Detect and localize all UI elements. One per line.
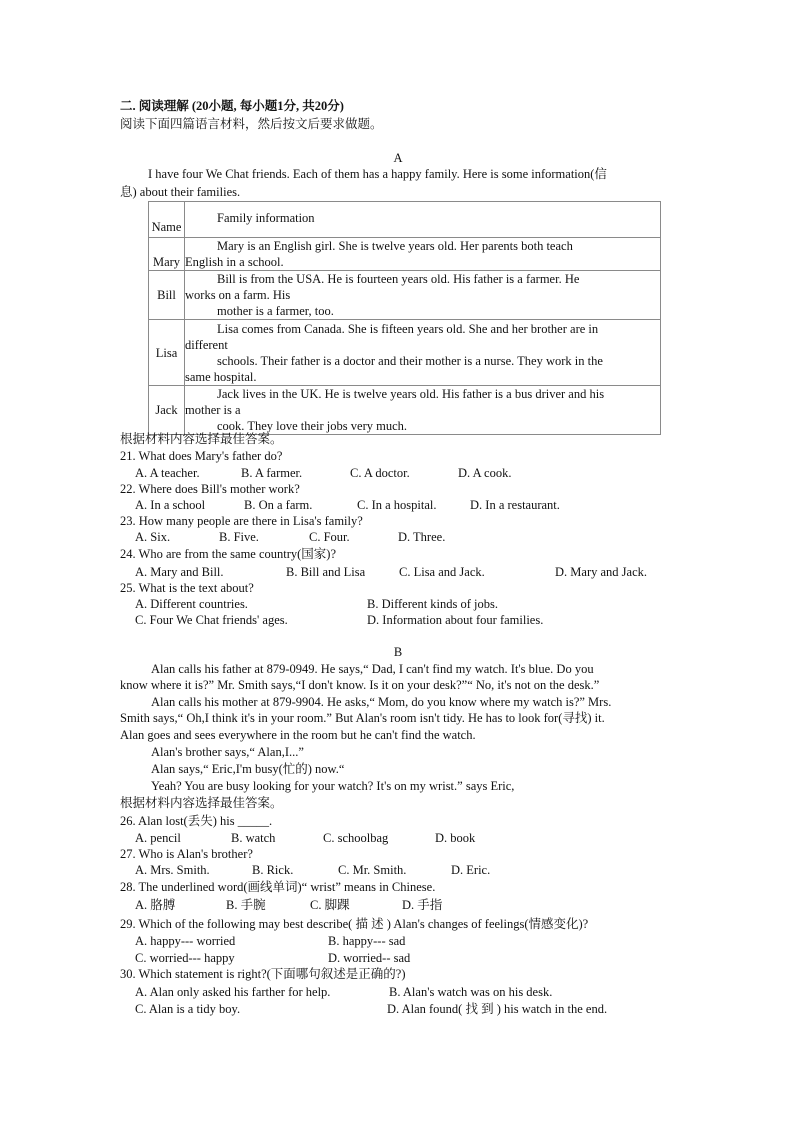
question-28: 28. The underlined word(画线单词)“ wrist” means in Chinese. <box>120 880 436 894</box>
option[interactable]: A. In a school <box>135 498 206 512</box>
passage-b-para1-line2: know where it is?” Mr. Smith says,“I don't know. Is it on your desk?”“ No, it's not on the desk.” <box>120 678 600 692</box>
info-line: English in a school. <box>185 255 284 269</box>
passage-b-para3: Alan's brother says,“ Alan,I...” <box>151 745 304 759</box>
info-line: Jack lives in the UK. He is twelve years old. His father is a bus driver and his <box>217 387 605 401</box>
question-22: 22. Where does Bill's mother work? <box>120 482 300 496</box>
question-26 <box>120 813 272 829</box>
question-25: 25. What is the text about? <box>120 581 254 595</box>
table-row <box>149 238 661 271</box>
option[interactable]: A. Mrs. Smith. <box>135 863 210 877</box>
table-header-row <box>149 202 661 238</box>
option[interactable]: C. Mr. Smith. <box>338 863 407 877</box>
info-line: same hospital. <box>185 369 257 384</box>
section-instruction: 阅读下面四篇语言材料，然后按文后要求做题。 <box>120 117 383 131</box>
passage-b-para2-line1: Alan calls his mother at 879-9904. He asks,“ Mom, do you know where my watch is?” Mrs. <box>151 695 612 709</box>
option[interactable]: A. pencil <box>135 831 181 845</box>
option[interactable]: B. Different kinds of jobs. <box>367 597 499 611</box>
passage-b-para2-line2: Smith says,“ Oh,I think it's in your room.” But Alan's room isn't tidy. He has to look for(寻找) it. <box>120 711 605 725</box>
section-title: 二. 阅读理解 (20小题, 每小题1分, 共20分) <box>120 99 344 113</box>
info-line: Mary is an English girl. She is twelve years old. Her parents both teach <box>217 239 573 253</box>
passage-b-para4: Alan says,“ Eric,I'm busy(忙的) now.“ <box>151 762 345 776</box>
option[interactable]: B. Five. <box>219 530 259 544</box>
info-line: mother is a farmer, too. <box>217 304 334 318</box>
question-24: 24. Who are from the same country(国家)? <box>120 547 337 561</box>
option[interactable]: D. Mary and Jack. <box>555 565 647 579</box>
info-line: different <box>185 337 228 352</box>
option[interactable]: C. schoolbag <box>323 831 389 845</box>
option[interactable]: C. 脚踝 <box>310 898 350 912</box>
question-26-end: . <box>268 814 273 828</box>
option[interactable]: C. Four We Chat friends' ages. <box>135 613 288 627</box>
option[interactable]: A. Six. <box>135 530 171 544</box>
option[interactable]: A. Alan only asked his farther for help. <box>135 985 331 999</box>
passage-a-intro-line2: 息) about their families. <box>120 185 241 199</box>
passage-a-intro-line1: I have four We Chat friends. Each of them has a happy family. Here is some information(信 <box>148 167 607 181</box>
table-cell-name: Mary <box>149 238 185 271</box>
passage-b-para2-line3: Alan goes and sees everywhere in the room but he can't find the watch. <box>120 728 476 742</box>
table-cell-name: Bill <box>149 271 185 320</box>
option[interactable]: D. Eric. <box>451 863 491 877</box>
option[interactable]: A. Different countries. <box>135 597 248 611</box>
table-cell-name: Jack <box>149 386 185 435</box>
option[interactable]: D. 手指 <box>402 898 443 912</box>
option[interactable]: D. In a restaurant. <box>470 498 560 512</box>
option[interactable]: C. Alan is a tidy boy. <box>135 1002 241 1016</box>
option[interactable]: D. Alan found( 找 到 ) his watch in the end. <box>387 1002 608 1016</box>
info-line: cook. They love their jobs very much. <box>217 419 408 433</box>
table-row <box>149 320 661 386</box>
table-cell-info <box>185 271 661 320</box>
option[interactable]: A. Mary and Bill. <box>135 565 224 579</box>
table-cell-info <box>185 238 661 271</box>
passage-b-para5: Yeah? You are busy looking for your watch? It's on my wrist.” says Eric, <box>151 779 515 793</box>
passage-a-label: A <box>393 151 403 165</box>
table-row <box>149 271 661 320</box>
info-line: Lisa comes from Canada. She is fifteen years old. She and her brother are in <box>217 321 599 336</box>
question-27: 27. Who is Alan's brother? <box>120 847 253 861</box>
option[interactable]: B. 手腕 <box>226 898 266 912</box>
table-row <box>149 386 661 435</box>
option[interactable]: A. happy--- worried <box>135 934 236 948</box>
option[interactable]: A. 胳膊 <box>135 898 176 912</box>
passage-b-prompt: 根据材料内容选择最佳答案。 <box>120 796 283 810</box>
option[interactable]: A. A teacher. <box>135 466 200 480</box>
question-26-blank: _____ <box>237 814 269 828</box>
option[interactable]: C. A doctor. <box>350 466 410 480</box>
question-29: 29. Which of the following may best describe( 描 述 ) Alan's changes of feelings(情感变化)? <box>120 917 589 931</box>
option[interactable]: C. In a hospital. <box>357 498 437 512</box>
table-cell-name: Lisa <box>149 320 185 386</box>
passage-b-label: B <box>393 645 403 659</box>
option[interactable]: B. Bill and Lisa <box>286 565 366 579</box>
option[interactable]: B. Rick. <box>252 863 294 877</box>
table-cell-info <box>185 386 661 435</box>
option[interactable]: D. Information about four families. <box>367 613 544 627</box>
question-30: 30. Which statement is right?(下面哪句叙述是正确的?) <box>120 967 406 981</box>
option[interactable]: C. Lisa and Jack. <box>399 565 485 579</box>
option[interactable]: D. A cook. <box>458 466 512 480</box>
question-23: 23. How many people are there in Lisa's family? <box>120 514 363 528</box>
option[interactable]: B. watch <box>231 831 276 845</box>
option[interactable]: D. Three. <box>398 530 446 544</box>
option[interactable]: C. worried--- happy <box>135 951 235 965</box>
option[interactable]: C. Four. <box>309 530 350 544</box>
table-header-info: Family information <box>185 202 661 238</box>
family-info-table <box>148 201 661 435</box>
option[interactable]: B. On a farm. <box>244 498 313 512</box>
info-line: schools. Their father is a doctor and their mother is a nurse. They work in the <box>217 353 603 368</box>
info-line: works on a farm. His <box>185 288 291 302</box>
passage-a-prompt: 根据材料内容选择最佳答案。 <box>120 432 283 446</box>
passage-b-para1-line1: Alan calls his father at 879-0949. He says,“ Dad, I can't find my watch. It's blue. Do you <box>151 662 594 676</box>
info-line: mother is a <box>185 403 241 417</box>
option[interactable]: B. happy--- sad <box>328 934 406 948</box>
question-21: 21. What does Mary's father do? <box>120 449 283 463</box>
option[interactable]: D. worried-- sad <box>328 951 411 965</box>
info-line: Bill is from the USA. He is fourteen years old. His father is a farmer. He <box>217 272 580 286</box>
option[interactable]: B. A farmer. <box>241 466 303 480</box>
table-cell-info <box>185 320 661 386</box>
option[interactable]: D. book <box>435 831 476 845</box>
question-26-text: 26. Alan lost(丢失) his <box>120 814 238 828</box>
option[interactable]: B. Alan's watch was on his desk. <box>389 985 553 999</box>
table-header-name: Name <box>149 202 185 238</box>
